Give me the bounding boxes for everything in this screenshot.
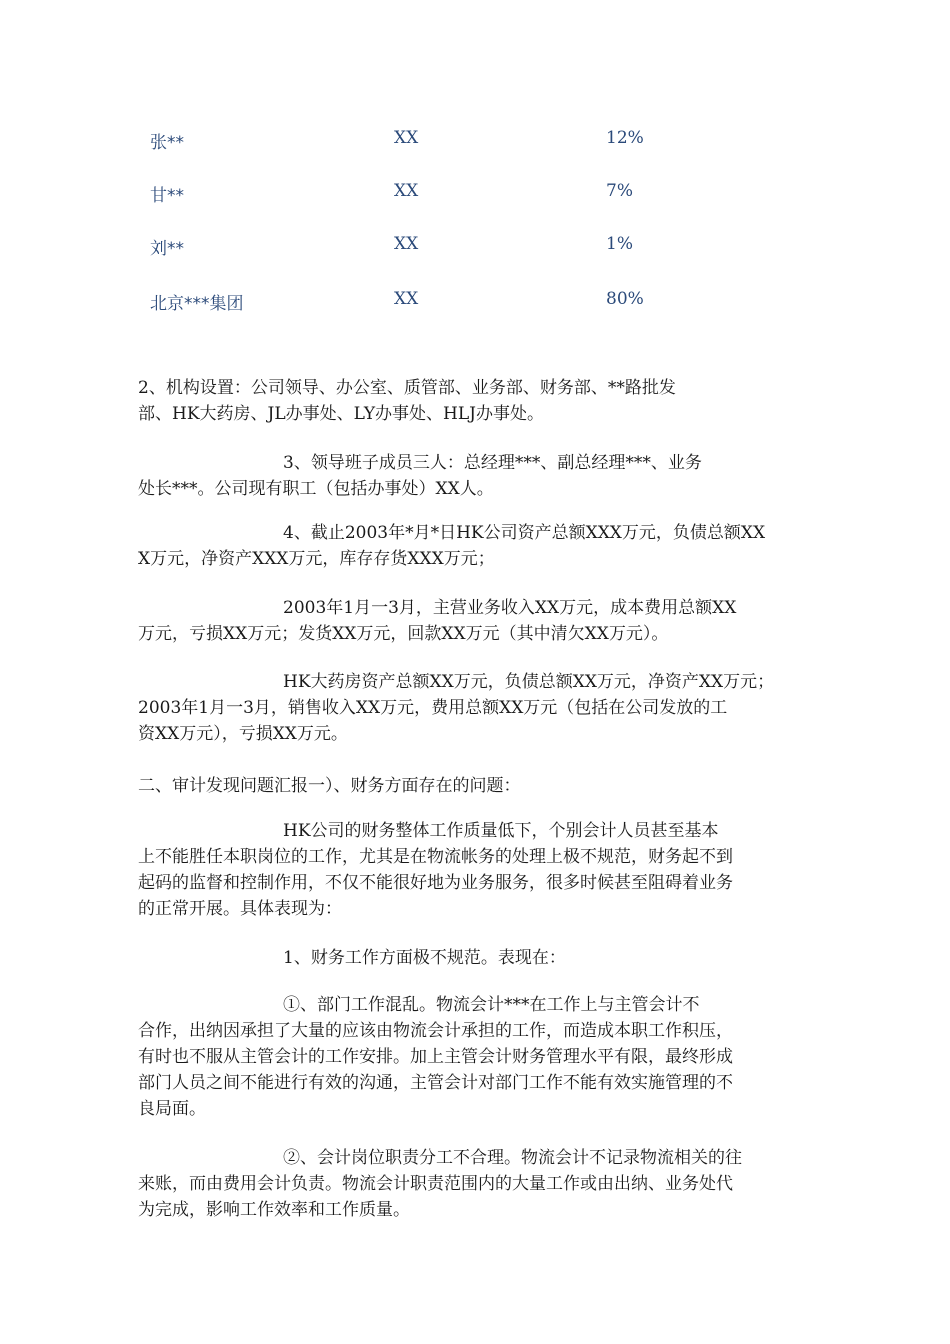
paragraph-line: 起码的监督和控制作用，不仅不能很好地为业务服务，很多时候甚至阻碍着业务: [138, 873, 733, 893]
paragraph-line: 的正常开展。具体表现为：: [138, 899, 342, 919]
paragraph-line: 3、领导班子成员三人：总经理***、副总经理***、业务: [283, 453, 702, 473]
paragraph-line: ②、会计岗位职责分工不合理。物流会计不记录物流相关的往: [283, 1148, 742, 1168]
shareholder-amount: XX: [394, 128, 419, 148]
paragraph-line: 万元，亏损XX万元；发货XX万元，回款XX万元（其中清欠XX万元）。: [138, 624, 669, 644]
shareholder-percent: 7%: [606, 181, 633, 201]
paragraph-line: 部、HK大药房、JL办事处、LY办事处、HLJ办事处。: [138, 404, 544, 424]
paragraph-line: 为完成，影响工作效率和工作质量。: [138, 1200, 410, 1220]
table-row: [0, 289, 950, 315]
table-row: [0, 181, 950, 207]
paragraph-line: HK公司的财务整体工作质量低下，个别会计人员甚至基本: [283, 821, 719, 841]
shareholder-name: 甘**: [150, 186, 184, 206]
paragraph-line: HK大药房资产总额XX万元，负债总额XX万元，净资产XX万元；: [283, 672, 775, 692]
shareholder-percent: 12%: [606, 128, 644, 148]
shareholder-amount: XX: [394, 234, 419, 254]
shareholder-percent: 80%: [606, 289, 644, 309]
paragraph-line: 1、财务工作方面极不规范。表现在：: [283, 948, 566, 968]
section-heading: 二、审计发现问题汇报一）、财务方面存在的问题：: [138, 776, 521, 796]
paragraph-line: 2003年1月一3月，主营业务收入XX万元，成本费用总额XX: [283, 598, 737, 618]
shareholder-name: 张**: [150, 133, 184, 153]
shareholder-name: 北京***集团: [150, 294, 244, 314]
paragraph-line: 2003年1月一3月，销售收入XX万元，费用总额XX万元（包括在公司发放的工: [138, 698, 728, 718]
shareholder-percent: 1%: [606, 234, 633, 254]
shareholder-amount: XX: [394, 289, 419, 309]
shareholder-name: 刘**: [150, 239, 184, 259]
table-row: [0, 128, 950, 154]
table-row: [0, 234, 950, 260]
paragraph-line: 良局面。: [138, 1099, 206, 1119]
paragraph-line: 资XX万元），亏损XX万元。: [138, 724, 348, 744]
paragraph-line: 来账，而由费用会计负责。物流会计职责范围内的大量工作或由出纳、业务处代: [138, 1174, 733, 1194]
paragraph-line: 处长***。公司现有职工（包括办事处）XX人。: [138, 479, 494, 499]
paragraph-line: 4、截止2003年*月*日HK公司资产总额XXX万元，负债总额XX: [283, 523, 766, 543]
paragraph-line: 2、机构设置：公司领导、办公室、质管部、业务部、财务部、**路批发: [138, 378, 676, 398]
shareholder-amount: XX: [394, 181, 419, 201]
paragraph-line: ①、部门工作混乱。物流会计***在工作上与主管会计不: [283, 995, 700, 1015]
paragraph-line: 部门人员之间不能进行有效的沟通，主管会计对部门工作不能有效实施管理的不: [138, 1073, 733, 1093]
paragraph-line: 上不能胜任本职岗位的工作，尤其是在物流帐务的处理上极不规范，财务起不到: [138, 847, 733, 867]
paragraph-line: 有时也不服从主管会计的工作安排。加上主管会计财务管理水平有限，最终形成: [138, 1047, 733, 1067]
paragraph-line: 合作，出纳因承担了大量的应该由物流会计承担的工作，而造成本职工作积压，: [138, 1021, 733, 1041]
paragraph-line: X万元，净资产XXX万元，库存存货XXX万元；: [138, 549, 495, 569]
